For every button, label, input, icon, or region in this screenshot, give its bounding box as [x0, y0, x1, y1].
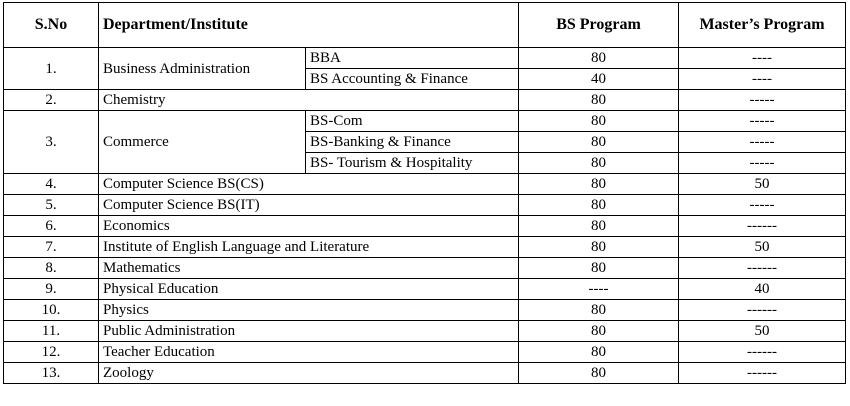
row-department: Commerce	[99, 111, 306, 174]
row-masters-seats: ----	[679, 69, 846, 90]
row-masters-seats: ------	[679, 216, 846, 237]
table-row	[4, 300, 846, 321]
row-department: Computer Science BS(CS)	[99, 174, 519, 195]
row-bs-seats: 80	[519, 90, 679, 111]
row-sno: 1.	[4, 48, 99, 90]
row-department: Physics	[99, 300, 519, 321]
table-row	[4, 363, 846, 384]
header-department: Department/Institute	[99, 3, 519, 48]
row-sno: 10.	[4, 300, 99, 321]
row-bs-seats: 80	[519, 111, 679, 132]
table-row	[4, 237, 846, 258]
row-masters-seats: ------	[679, 300, 846, 321]
row-sno: 3.	[4, 111, 99, 174]
row-sno: 13.	[4, 363, 99, 384]
table-header	[4, 3, 846, 48]
row-department: Physical Education	[99, 279, 519, 300]
row-masters-seats: ----	[679, 48, 846, 69]
table-body	[4, 48, 846, 384]
row-department: Economics	[99, 216, 519, 237]
row-sub-program: BBA	[306, 48, 519, 69]
row-bs-seats: 80	[519, 300, 679, 321]
row-bs-seats: 80	[519, 237, 679, 258]
row-bs-seats: 80	[519, 174, 679, 195]
row-bs-seats: 80	[519, 195, 679, 216]
table-row	[4, 111, 846, 132]
row-bs-seats: 80	[519, 258, 679, 279]
row-sno: 11.	[4, 321, 99, 342]
table-row	[4, 90, 846, 111]
row-masters-seats: -----	[679, 111, 846, 132]
table-row	[4, 216, 846, 237]
row-department: Mathematics	[99, 258, 519, 279]
row-masters-seats: 50	[679, 321, 846, 342]
row-sub-program: BS-Banking & Finance	[306, 132, 519, 153]
row-masters-seats: 50	[679, 237, 846, 258]
row-sub-program: BS Accounting & Finance	[306, 69, 519, 90]
row-bs-seats: ----	[519, 279, 679, 300]
table-row	[4, 279, 846, 300]
row-department: Institute of English Language and Literature	[99, 237, 519, 258]
row-department: Computer Science BS(IT)	[99, 195, 519, 216]
row-sno: 6.	[4, 216, 99, 237]
row-masters-seats: -----	[679, 195, 846, 216]
row-bs-seats: 80	[519, 216, 679, 237]
row-masters-seats: 40	[679, 279, 846, 300]
row-department: Public Administration	[99, 321, 519, 342]
row-sno: 8.	[4, 258, 99, 279]
row-sno: 12.	[4, 342, 99, 363]
seats-table	[3, 2, 846, 384]
header-sno: S.No	[4, 3, 99, 48]
table-row	[4, 195, 846, 216]
header-bs-program: BS Program	[519, 3, 679, 48]
row-masters-seats: -----	[679, 153, 846, 174]
row-masters-seats: -----	[679, 132, 846, 153]
table-row	[4, 48, 846, 69]
row-sub-program: BS- Tourism & Hospitality	[306, 153, 519, 174]
row-bs-seats: 80	[519, 153, 679, 174]
table-row	[4, 342, 846, 363]
row-bs-seats: 80	[519, 321, 679, 342]
row-bs-seats: 80	[519, 48, 679, 69]
row-bs-seats: 40	[519, 69, 679, 90]
row-masters-seats: ------	[679, 342, 846, 363]
row-bs-seats: 80	[519, 342, 679, 363]
row-sno: 4.	[4, 174, 99, 195]
header-masters-program: Master’s Program	[679, 3, 846, 48]
row-bs-seats: 80	[519, 363, 679, 384]
row-sno: 5.	[4, 195, 99, 216]
row-sno: 2.	[4, 90, 99, 111]
row-department: Business Administration	[99, 48, 306, 90]
row-sno: 7.	[4, 237, 99, 258]
header-row	[4, 3, 846, 48]
row-masters-seats: ------	[679, 363, 846, 384]
row-sub-program: BS-Com	[306, 111, 519, 132]
row-department: Teacher Education	[99, 342, 519, 363]
row-department: Chemistry	[99, 90, 519, 111]
row-masters-seats: ------	[679, 258, 846, 279]
row-department: Zoology	[99, 363, 519, 384]
row-bs-seats: 80	[519, 132, 679, 153]
row-sno: 9.	[4, 279, 99, 300]
table-row	[4, 258, 846, 279]
table-row	[4, 321, 846, 342]
table-row	[4, 174, 846, 195]
row-masters-seats: 50	[679, 174, 846, 195]
row-masters-seats: -----	[679, 90, 846, 111]
